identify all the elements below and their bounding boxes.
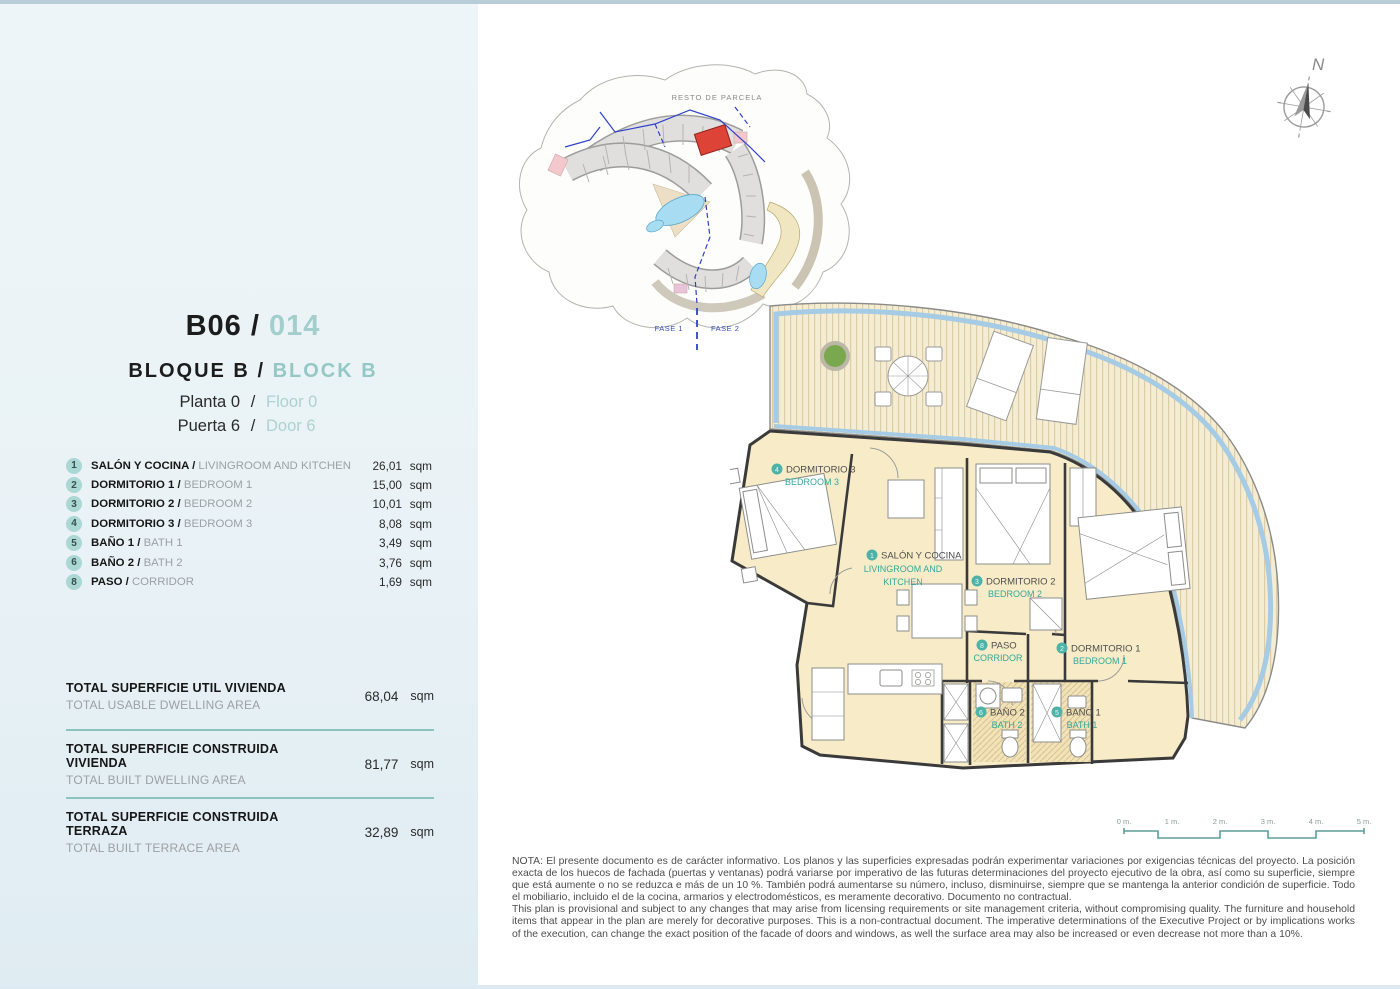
svg-text:1: 1 <box>870 553 874 560</box>
scale-bar-line <box>1124 828 1364 838</box>
svg-text:1 m.: 1 m. <box>1164 817 1180 826</box>
unit-sep: / <box>250 310 260 342</box>
room-label-en: CORRIDOR <box>973 653 1023 663</box>
floor-es: Planta 0 <box>179 393 240 411</box>
room-row: 1 SALÓN Y COCINA / LIVINGROOM AND KITCHEN 26,01 sqm <box>66 456 432 475</box>
room-row: 2 DORMITORIO 1 / BEDROOM 1 15,00 sqm <box>66 475 432 494</box>
floor-en: Floor 0 <box>266 393 318 411</box>
room-label-es: DORMITORIO 2 <box>986 576 1056 588</box>
room-label-es: DORMITORIO 3 <box>786 464 856 476</box>
svg-text:2 m.: 2 m. <box>1212 817 1228 826</box>
unit-number: 014 <box>269 310 321 342</box>
svg-text:5: 5 <box>1055 710 1059 717</box>
room-label-en: LIVINGROOM AND <box>863 564 943 574</box>
scale-labels <box>1117 817 1372 826</box>
block-sep: / <box>257 360 265 382</box>
room-label-en: BATH 1 <box>1066 720 1098 730</box>
divider <box>66 729 434 731</box>
room-area-value: 26,01 <box>372 458 402 473</box>
room-area-unit: sqm <box>409 458 432 473</box>
total-value: 32,89 <box>364 824 399 840</box>
divider <box>66 797 434 799</box>
room-number-badge: 2 <box>66 477 82 493</box>
room-row: 4 DORMITORIO 3 / BEDROOM 3 8,08 sqm <box>66 514 432 533</box>
floor-plan <box>730 268 1370 798</box>
unit-code: B06 <box>185 310 242 342</box>
room-row: 5 BAÑO 1 / BATH 1 3,49 sqm <box>66 534 432 553</box>
svg-text:3 m.: 3 m. <box>1260 817 1276 826</box>
svg-text:4: 4 <box>775 467 779 474</box>
room-row: 6 BAÑO 2 / BATH 2 3,76 sqm <box>66 553 432 572</box>
room-label-es: BAÑO 2 <box>990 707 1025 719</box>
north-label: N <box>1312 55 1325 74</box>
room-label-en: KITCHEN <box>883 577 923 587</box>
door-sep: / <box>250 417 256 435</box>
room-label-es: BAÑO 1 <box>1066 707 1101 719</box>
total-terrace-area: TOTAL SUPERFICIE CONSTRUIDA TERRAZA TOTAL BUILT TERRACE AREA 32,89 sqm <box>66 809 434 855</box>
unit-title <box>40 310 466 343</box>
room-label-es: PASO <box>991 640 1017 652</box>
total-built-area: TOTAL SUPERFICIE CONSTRUIDA VIVIENDA TOTAL BUILT DWELLING AREA 81,77 sqm <box>66 741 434 787</box>
door-en: Door 6 <box>266 417 316 435</box>
note-spanish: NOTA: El presente documento es de carácter informativo. Los planos y las superficies expresadas podrán experimentar variaciones por exigencias técnicas del proyecto. La posición exacta de los huecos de fachada (puertas y ventanas) podrá variarse por imperativo de las futuras determinaciones del proyecto ejecutivo de la obra, así como su superficie, siempre que está aumente o no se reduzca e más de un 10 %. También podrá aumentarse su número, incluso, disminuirse, siempre que se mantenga la anterior condición de superficie. Todo el mobiliario, incluido el de la cocina, armarios y electrodomésticos, es meramente decorativo. Documento no contractual. <box>512 856 1355 904</box>
resto-de-parcela-label: RESTO DE PARCELA <box>671 93 763 102</box>
svg-text:0 m.: 0 m. <box>1116 817 1132 826</box>
fase1-label: FASE 1 <box>654 324 683 333</box>
room-label-en: BEDROOM 2 <box>987 589 1043 599</box>
block-title <box>40 360 466 383</box>
door-line <box>40 417 466 436</box>
svg-text:6: 6 <box>979 710 983 717</box>
room-label-es: SALÓN Y COCINA <box>881 550 962 562</box>
room-label-en: BATH 2 <box>991 720 1023 730</box>
room-number-badge: 5 <box>66 535 82 551</box>
block-en: BLOCK B <box>272 360 378 382</box>
room-label-en: BEDROOM 1 <box>1072 656 1128 666</box>
scale-bar <box>1112 816 1382 852</box>
svg-text:3: 3 <box>975 579 979 586</box>
room-row: 3 DORMITORIO 2 / BEDROOM 2 10,01 sqm <box>66 495 432 514</box>
pink-block-3 <box>674 284 687 293</box>
coffee-table <box>888 480 924 518</box>
room-name-en: LIVINGROOM AND KITCHEN <box>198 459 351 472</box>
door-es: Puerta 6 <box>177 417 240 435</box>
legal-notes <box>512 856 1355 941</box>
room-number-badge: 1 <box>66 458 82 474</box>
room-name-es: SALÓN Y COCINA <box>91 459 189 472</box>
room-label-es: DORMITORIO 1 <box>1071 643 1141 655</box>
floor-line <box>40 393 466 412</box>
bottom-border <box>0 985 1400 989</box>
terrace-plant <box>822 343 848 369</box>
compass-rose <box>1272 52 1336 144</box>
total-value: 81,77 <box>364 756 399 772</box>
room-number-badge: 3 <box>66 496 82 512</box>
svg-text:4 m.: 4 m. <box>1308 817 1324 826</box>
total-value: 68,04 <box>364 688 399 704</box>
total-usable-area: TOTAL SUPERFICIE UTIL VIVIENDA TOTAL USABLE DWELLING AREA 68,04 sqm <box>66 680 434 712</box>
svg-text:2: 2 <box>1060 646 1064 653</box>
room-list <box>66 456 432 592</box>
room-label-en: BEDROOM 3 <box>784 477 840 487</box>
room-number-badge: 4 <box>66 516 82 532</box>
sofa <box>935 468 963 560</box>
room-number-badge: 8 <box>66 574 82 590</box>
block-es: BLOQUE B <box>128 360 250 382</box>
room-number-badge: 6 <box>66 555 82 571</box>
floor-sep: / <box>250 393 256 411</box>
bed-bedroom1 <box>1078 507 1190 599</box>
note-english: This plan is provisional and subject to any changes that may arise from licensing requirements or site management criteria, without compromising quality. The furniture and household items that appear in the plan are merely for decorative purposes. This is a non-contractual document. The imperative determinations of the Executive Project or by implications works of the execution, can change the exact position of the facade of doors and windows, as well the surface area may also be increased or even decrease not more than a 10%. <box>512 904 1355 940</box>
svg-text:5 m.: 5 m. <box>1356 817 1372 826</box>
info-sidebar <box>0 4 478 985</box>
fase2-label: FASE 2 <box>711 324 740 333</box>
room-row: 8 PASO / CORRIDOR 1,69 sqm <box>66 572 432 591</box>
totals-section <box>66 672 434 856</box>
svg-text:8: 8 <box>980 643 984 650</box>
